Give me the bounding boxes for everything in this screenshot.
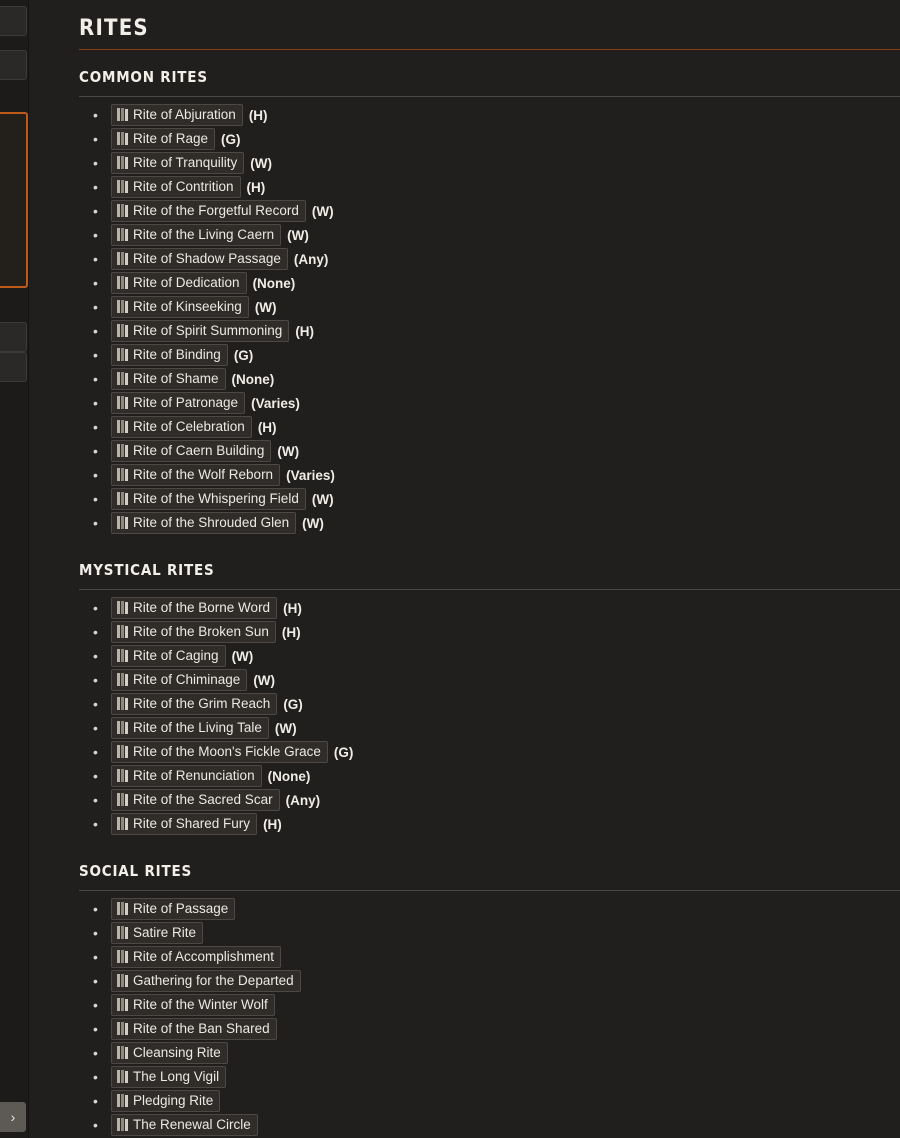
rite-renown-tag: (H)	[295, 323, 315, 339]
rites-content-panel	[29, 0, 900, 1138]
rite-renown-tag: (G)	[221, 131, 241, 147]
rite-link[interactable]	[111, 669, 247, 691]
list-item	[93, 151, 900, 175]
rite-renown-tag: (G)	[333, 744, 354, 760]
rite-label: • Rite of the Sacred Scar	[133, 792, 273, 807]
rite-renown-tag: (W)	[311, 491, 334, 507]
rite-renown-tag: (H)	[248, 107, 268, 123]
section-heading: MYSTICAL RITES	[79, 561, 215, 579]
book-icon	[117, 1022, 128, 1035]
book-icon	[117, 372, 128, 385]
rite-label: • Rite of Binding	[133, 347, 221, 362]
rail-tab-2[interactable]	[0, 50, 27, 80]
rite-link[interactable]	[111, 104, 243, 126]
list-item	[93, 463, 900, 487]
list-item	[93, 668, 900, 692]
rite-label: • The Long Vigil	[133, 1069, 220, 1084]
rite-label: • Rite of the Whispering Field	[133, 491, 299, 506]
rite-label: • Rite of Kinseeking	[133, 299, 242, 314]
book-icon	[117, 926, 128, 939]
list-item	[93, 247, 900, 271]
rail-tab-3[interactable]	[0, 322, 27, 352]
rite-link[interactable]	[111, 898, 235, 920]
rite-link[interactable]	[111, 970, 301, 992]
list-item	[93, 319, 900, 343]
list-item	[93, 993, 900, 1017]
rite-label: • Rite of Tranquility	[133, 155, 238, 170]
rite-link[interactable]	[111, 128, 215, 150]
book-icon	[117, 228, 128, 241]
rite-renown-tag: (W)	[311, 203, 334, 219]
rite-label: • Rite of Accomplishment	[133, 949, 275, 964]
rite-renown-tag: (Varies)	[286, 467, 335, 483]
list-item	[93, 199, 900, 223]
rite-link[interactable]	[111, 344, 228, 366]
list-item	[93, 295, 900, 319]
rail-tab-1[interactable]	[0, 6, 27, 36]
rite-label: • Rite of Shame	[133, 371, 219, 386]
section-divider	[79, 96, 900, 97]
rite-link[interactable]	[111, 1066, 226, 1088]
rite-renown-tag: (W)	[254, 299, 277, 315]
rite-link[interactable]	[111, 1114, 258, 1136]
book-icon	[117, 156, 128, 169]
rite-renown-tag: (H)	[246, 179, 266, 195]
rite-label: • Rite of the Borne Word	[133, 600, 271, 615]
list-item	[93, 620, 900, 644]
rite-label: • Rite of Shadow Passage	[133, 251, 281, 266]
book-icon	[117, 601, 128, 614]
rite-link[interactable]	[111, 1042, 228, 1064]
book-icon	[117, 974, 128, 987]
list-item	[93, 692, 900, 716]
rite-link[interactable]	[111, 765, 262, 787]
rite-link[interactable]	[111, 645, 226, 667]
rite-link[interactable]	[111, 597, 277, 619]
rite-link[interactable]	[111, 789, 280, 811]
list-item	[93, 740, 900, 764]
rite-link[interactable]	[111, 922, 203, 944]
list-item	[93, 487, 900, 511]
rite-label: • Rite of the Moon's Fickle Grace	[133, 744, 321, 759]
section-divider	[79, 589, 900, 590]
book-icon	[117, 673, 128, 686]
rite-link[interactable]	[111, 200, 306, 222]
list-item	[93, 439, 900, 463]
list-item	[93, 391, 900, 415]
section-heading: COMMON RITES	[79, 68, 208, 86]
rite-renown-tag: (W)	[231, 648, 254, 664]
list-item	[93, 223, 900, 247]
rite-label: • Rite of the Forgetful Record	[133, 203, 299, 218]
rite-link[interactable]	[111, 320, 289, 342]
book-icon	[117, 516, 128, 529]
book-icon	[117, 180, 128, 193]
rite-renown-tag: (Any)	[285, 792, 321, 808]
list-item	[93, 596, 900, 620]
rite-link[interactable]	[111, 488, 306, 510]
book-icon	[117, 1118, 128, 1131]
book-icon	[117, 1070, 128, 1083]
rite-renown-tag: (None)	[267, 768, 311, 784]
list-item	[93, 1041, 900, 1065]
rite-label: • Rite of Dedication	[133, 275, 240, 290]
list-item	[93, 1113, 900, 1137]
book-icon	[117, 468, 128, 481]
rite-label: • Rite of the Grim Reach	[133, 696, 271, 711]
list-item	[93, 103, 900, 127]
book-icon	[117, 625, 128, 638]
list-item	[93, 415, 900, 439]
rite-link[interactable]	[111, 272, 247, 294]
rite-label: • Rite of Contrition	[133, 179, 234, 194]
rite-renown-tag: (W)	[302, 515, 324, 531]
rite-link[interactable]	[111, 813, 257, 835]
list-item	[93, 788, 900, 812]
rite-renown-tag: (G)	[283, 696, 303, 712]
book-icon	[117, 252, 128, 265]
book-icon	[117, 817, 128, 830]
list-item	[93, 1065, 900, 1089]
rite-link[interactable]	[111, 1018, 277, 1040]
rite-renown-tag: (W)	[274, 720, 297, 736]
list-item	[93, 897, 900, 921]
list-item	[93, 511, 900, 535]
rite-renown-tag: (H)	[281, 624, 301, 640]
left-sidebar-rail	[0, 0, 29, 1138]
rite-label: • Rite of Celebration	[133, 419, 245, 434]
rites-list	[79, 897, 900, 1137]
rite-label: • Rite of Shared Fury	[133, 816, 251, 831]
list-item	[93, 367, 900, 391]
list-item	[93, 764, 900, 788]
book-icon	[117, 492, 128, 505]
book-icon	[117, 204, 128, 217]
rite-renown-tag: (Any)	[293, 251, 329, 267]
rite-renown-tag: (None)	[231, 371, 275, 387]
rite-label: • Rite of Renunciation	[133, 768, 255, 783]
rite-link[interactable]	[111, 224, 281, 246]
rite-link[interactable]	[111, 248, 288, 270]
rite-link[interactable]	[111, 946, 281, 968]
book-icon	[117, 108, 128, 121]
list-item	[93, 812, 900, 836]
rite-link[interactable]	[111, 416, 252, 438]
book-icon	[117, 132, 128, 145]
section-divider	[79, 890, 900, 891]
rite-link[interactable]	[111, 176, 241, 198]
book-icon	[117, 348, 128, 361]
list-item	[93, 343, 900, 367]
rite-renown-tag: (W)	[277, 443, 300, 459]
list-item	[93, 1017, 900, 1041]
rite-label: • Rite of the Living Caern	[133, 227, 275, 242]
rite-label: • Rite of Spirit Summoning	[133, 323, 283, 338]
list-item	[93, 271, 900, 295]
rite-label: • Rite of Chiminage	[133, 672, 241, 687]
rite-label: • Cleansing Rite	[133, 1045, 221, 1060]
rite-link[interactable]	[111, 621, 276, 643]
rite-label: • The Renewal Circle	[133, 1117, 251, 1132]
rite-link[interactable]	[111, 152, 244, 174]
rite-renown-tag: (H)	[263, 816, 282, 832]
book-icon	[117, 998, 128, 1011]
section-heading: SOCIAL RITES	[79, 862, 193, 880]
expand-sidebar-button[interactable]: ›	[0, 1102, 26, 1132]
rite-link[interactable]	[111, 693, 277, 715]
rite-link[interactable]	[111, 512, 296, 534]
rail-tab-active[interactable]	[0, 112, 28, 288]
rite-renown-tag: (W)	[253, 672, 276, 688]
rite-link[interactable]	[111, 717, 269, 739]
rite-renown-tag: (H)	[257, 419, 277, 435]
rite-label: • Rite of the Broken Sun	[133, 624, 269, 639]
list-item	[93, 175, 900, 199]
rite-link[interactable]	[111, 440, 271, 462]
book-icon	[117, 1046, 128, 1059]
book-icon	[117, 745, 128, 758]
list-item	[93, 127, 900, 151]
rite-label: • Rite of Passage	[133, 901, 229, 916]
rite-label: • Rite of the Shrouded Glen	[133, 515, 290, 530]
rite-renown-tag: (G)	[233, 347, 254, 363]
book-icon	[117, 276, 128, 289]
rite-renown-tag: (Varies)	[251, 395, 300, 411]
rite-label: • Rite of the Living Tale	[133, 720, 262, 735]
rite-label: • Pledging Rite	[133, 1093, 214, 1108]
list-item	[93, 969, 900, 993]
rite-renown-tag: (W)	[287, 227, 309, 243]
rites-list	[79, 596, 900, 836]
rite-label: • Rite of Rage	[133, 131, 209, 146]
book-icon	[117, 324, 128, 337]
list-item	[93, 945, 900, 969]
list-item	[93, 644, 900, 668]
rite-link[interactable]	[111, 1090, 220, 1112]
book-icon	[117, 300, 128, 313]
rail-tab-4[interactable]	[0, 352, 27, 382]
rite-renown-tag: (W)	[250, 155, 273, 171]
rites-section	[79, 543, 900, 836]
rites-section	[79, 50, 900, 535]
book-icon	[117, 420, 128, 433]
rite-label: • Rite of the Winter Wolf	[133, 997, 268, 1012]
book-icon	[117, 697, 128, 710]
book-icon	[117, 793, 128, 806]
book-icon	[117, 902, 128, 915]
rite-label: • Rite of Patronage	[133, 395, 239, 410]
rite-label: • Rite of Caern Building	[133, 443, 265, 458]
rite-label: • Rite of the Ban Shared	[133, 1021, 270, 1036]
book-icon	[117, 950, 128, 963]
list-item	[93, 921, 900, 945]
rite-link[interactable]	[111, 464, 280, 486]
book-icon	[117, 444, 128, 457]
rite-label: • Gathering for the Departed	[133, 973, 294, 988]
rite-label: • Rite of the Wolf Reborn	[133, 467, 274, 482]
rite-label: • Rite of Caging	[133, 648, 219, 663]
book-icon	[117, 1094, 128, 1107]
list-item	[93, 1089, 900, 1113]
book-icon	[117, 769, 128, 782]
page-title: RITES	[79, 16, 149, 41]
rite-label: • Satire Rite	[133, 925, 197, 940]
rite-renown-tag: (H)	[283, 600, 302, 616]
rite-link[interactable]	[111, 368, 226, 390]
rite-renown-tag: (None)	[252, 275, 296, 291]
rite-link[interactable]	[111, 296, 249, 318]
rite-link[interactable]	[111, 392, 245, 414]
rite-label: • Rite of Abjuration	[133, 107, 236, 122]
list-item	[93, 716, 900, 740]
book-icon	[117, 649, 128, 662]
book-icon	[117, 396, 128, 409]
rite-link[interactable]	[111, 741, 328, 763]
sections-container	[53, 50, 900, 1137]
rites-list	[79, 103, 900, 535]
book-icon	[117, 721, 128, 734]
rites-section	[79, 844, 900, 1137]
rite-link[interactable]	[111, 994, 275, 1016]
